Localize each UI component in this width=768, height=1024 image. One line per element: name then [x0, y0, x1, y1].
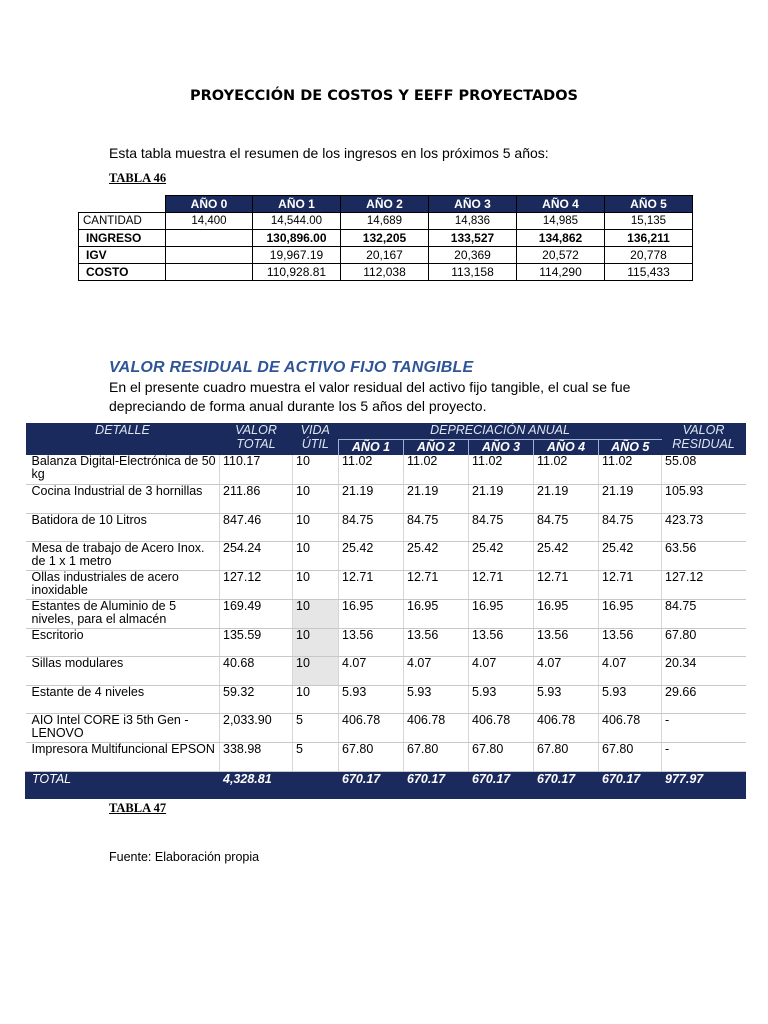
total-year: 670.17	[599, 771, 662, 799]
table-46-header-cell: AÑO 3	[429, 196, 517, 213]
table-row	[26, 484, 746, 513]
cell-detalle: Balanza Digital-Electrónica de 50 kg	[26, 455, 220, 484]
cell-detalle: Estante de 4 niveles	[26, 685, 220, 713]
intro-text: Esta tabla muestra el resumen de los ingresos en los próximos 5 años:	[109, 145, 549, 161]
cell-residual: 29.66	[662, 685, 746, 713]
cell: 133,527	[429, 230, 517, 247]
header-valor-residual: VALOR RESIDUAL	[662, 423, 746, 455]
section-description: En el presente cuadro muestra el valor residual del activo fijo tangible, el cual se fue depreciando de forma anual durante los 5 años del proyecto.	[109, 379, 631, 414]
source-note: Fuente: Elaboración propia	[109, 850, 260, 864]
cell-year: 11.02	[339, 455, 404, 484]
cell-residual: 67.80	[662, 628, 746, 656]
cell: 14,836	[429, 213, 517, 230]
cell-year: 12.71	[599, 570, 662, 599]
cell-year: 16.95	[404, 599, 469, 628]
cell-residual: -	[662, 742, 746, 771]
cell-year: 4.07	[599, 656, 662, 685]
cell-valor-total: 211.86	[220, 484, 293, 513]
cell-year: 13.56	[404, 628, 469, 656]
cell-detalle: Sillas modulares	[26, 656, 220, 685]
cell-year: 21.19	[534, 484, 599, 513]
cell-year: 21.19	[469, 484, 534, 513]
cell-valor-total: 847.46	[220, 513, 293, 541]
cell: 14,400	[166, 213, 253, 230]
cell-detalle: Mesa de trabajo de Acero Inox. de 1 x 1 metro	[26, 541, 220, 570]
cell-valor-total: 169.49	[220, 599, 293, 628]
cell: 14,544.00	[253, 213, 341, 230]
cell-vida: 5	[293, 713, 339, 742]
cell-year: 67.80	[404, 742, 469, 771]
cell-detalle: AIO Intel CORE i3 5th Gen - LENOVO	[26, 713, 220, 742]
header-vida-util: VIDA ÚTIL	[293, 423, 339, 455]
total-label: TOTAL	[26, 771, 220, 799]
cell-year: 5.93	[404, 685, 469, 713]
total-year: 670.17	[469, 771, 534, 799]
cell: 19,967.19	[253, 247, 341, 264]
cell-vida: 10	[293, 685, 339, 713]
cell: 136,211	[605, 230, 693, 247]
cell-year: 16.95	[469, 599, 534, 628]
cell-detalle: Estantes de Aluminio de 5 niveles, para el almacén	[26, 599, 220, 628]
cell-year: 16.95	[534, 599, 599, 628]
cell-year: 4.07	[339, 656, 404, 685]
cell	[166, 264, 253, 281]
cell-year: 84.75	[599, 513, 662, 541]
table-46-header-cell: AÑO 2	[341, 196, 429, 213]
cell-year: 12.71	[339, 570, 404, 599]
cell-year: 84.75	[339, 513, 404, 541]
cell: 20,778	[605, 247, 693, 264]
cell-year: 25.42	[534, 541, 599, 570]
cell-residual: 423.73	[662, 513, 746, 541]
table-46-header-row	[79, 196, 693, 213]
total-vida	[293, 771, 339, 799]
cell-year: 4.07	[534, 656, 599, 685]
cell-year: 21.19	[404, 484, 469, 513]
cell-year: 16.95	[339, 599, 404, 628]
cell-year: 13.56	[339, 628, 404, 656]
cell-vida: 10	[293, 541, 339, 570]
cell: 20,572	[517, 247, 605, 264]
cell-year: 406.78	[599, 713, 662, 742]
table-row-cantidad	[79, 213, 693, 230]
cell-valor-total: 338.98	[220, 742, 293, 771]
cell-year: 12.71	[469, 570, 534, 599]
cell-year: 13.56	[534, 628, 599, 656]
table-row	[26, 656, 746, 685]
table-row	[26, 541, 746, 570]
total-year: 670.17	[534, 771, 599, 799]
table-46-label: TABLA 46	[109, 171, 167, 185]
cell-residual: 55.08	[662, 455, 746, 484]
header-year: AÑO 2	[404, 439, 469, 455]
cell-valor-total: 40.68	[220, 656, 293, 685]
cell-year: 4.07	[404, 656, 469, 685]
income-summary-table	[78, 195, 693, 281]
cell: 134,862	[517, 230, 605, 247]
cell-year: 5.93	[534, 685, 599, 713]
table-46-header-cell: AÑO 1	[253, 196, 341, 213]
cell-year: 12.71	[404, 570, 469, 599]
cell-vida: 5	[293, 742, 339, 771]
cell-year: 16.95	[599, 599, 662, 628]
cell-year: 406.78	[339, 713, 404, 742]
cell: 20,369	[429, 247, 517, 264]
cell-valor-total: 254.24	[220, 541, 293, 570]
table-row-igv	[79, 247, 693, 264]
cell-year: 5.93	[339, 685, 404, 713]
table-row	[26, 513, 746, 541]
table-row-costo	[79, 264, 693, 281]
cell-year: 406.78	[404, 713, 469, 742]
cell-year: 4.07	[469, 656, 534, 685]
cell-residual: 63.56	[662, 541, 746, 570]
cell-year: 84.75	[469, 513, 534, 541]
cell-residual: -	[662, 713, 746, 742]
table-row	[26, 685, 746, 713]
cell-year: 11.02	[534, 455, 599, 484]
header-year: AÑO 1	[339, 439, 404, 455]
residual-value-table	[25, 423, 746, 799]
table-row	[26, 628, 746, 656]
table-46-header-cell: AÑO 5	[605, 196, 693, 213]
cell-detalle: Escritorio	[26, 628, 220, 656]
row-label: IGV	[79, 247, 166, 264]
cell-year: 11.02	[469, 455, 534, 484]
cell-valor-total: 59.32	[220, 685, 293, 713]
cell: 113,158	[429, 264, 517, 281]
cell-year: 406.78	[469, 713, 534, 742]
cell: 20,167	[341, 247, 429, 264]
cell-year: 84.75	[534, 513, 599, 541]
cell-valor-total: 110.17	[220, 455, 293, 484]
table-46-header-cell	[79, 196, 166, 213]
cell-year: 67.80	[469, 742, 534, 771]
table-47-header-row	[26, 423, 746, 439]
cell-detalle: Batidora de 10 Litros	[26, 513, 220, 541]
section-title: VALOR RESIDUAL DE ACTIVO FIJO TANGIBLE	[109, 359, 474, 376]
cell-year: 84.75	[404, 513, 469, 541]
cell-valor-total: 2,033.90	[220, 713, 293, 742]
cell-year: 21.19	[339, 484, 404, 513]
header-year: AÑO 5	[599, 439, 662, 455]
cell-year: 25.42	[339, 541, 404, 570]
cell-year: 406.78	[534, 713, 599, 742]
header-detalle: DETALLE	[26, 423, 220, 455]
header-depreciacion: DEPRECIACIÓN ANUAL	[339, 423, 662, 439]
header-valor-total: VALOR TOTAL	[220, 423, 293, 455]
cell-year: 21.19	[599, 484, 662, 513]
cell: 15,135	[605, 213, 693, 230]
cell-year: 11.02	[404, 455, 469, 484]
cell-vida: 10	[293, 484, 339, 513]
cell: 114,290	[517, 264, 605, 281]
table-total-row	[26, 771, 746, 799]
cell	[166, 247, 253, 264]
document-title: PROYECCIÓN DE COSTOS Y EEFF PROYECTADOS	[190, 88, 578, 104]
cell-year: 13.56	[599, 628, 662, 656]
total-valor: 4,328.81	[220, 771, 293, 799]
cell: 110,928.81	[253, 264, 341, 281]
table-row	[26, 455, 746, 484]
table-row-ingreso	[79, 230, 693, 247]
cell-valor-total: 135.59	[220, 628, 293, 656]
cell-detalle: Ollas industriales de acero inoxidable	[26, 570, 220, 599]
row-label: COSTO	[79, 264, 166, 281]
cell-vida: 10	[293, 656, 339, 685]
cell-vida: 10	[293, 570, 339, 599]
cell-year: 5.93	[599, 685, 662, 713]
table-46-header-cell: AÑO 0	[166, 196, 253, 213]
cell-residual: 20.34	[662, 656, 746, 685]
cell-year: 25.42	[599, 541, 662, 570]
cell-year: 25.42	[469, 541, 534, 570]
total-year: 670.17	[339, 771, 404, 799]
cell-year: 67.80	[534, 742, 599, 771]
cell-detalle: Impresora Multifuncional EPSON	[26, 742, 220, 771]
cell: 112,038	[341, 264, 429, 281]
cell-vida: 10	[293, 513, 339, 541]
cell-year: 11.02	[599, 455, 662, 484]
cell-year: 67.80	[599, 742, 662, 771]
table-row	[26, 570, 746, 599]
cell-year: 12.71	[534, 570, 599, 599]
cell	[166, 230, 253, 247]
cell: 130,896.00	[253, 230, 341, 247]
total-year: 670.17	[404, 771, 469, 799]
cell: 14,985	[517, 213, 605, 230]
row-label: CANTIDAD	[79, 213, 166, 230]
table-47-label: TABLA 47	[109, 801, 167, 815]
table-46-header-cell: AÑO 4	[517, 196, 605, 213]
total-residual: 977.97	[662, 771, 746, 799]
cell: 14,689	[341, 213, 429, 230]
cell-year: 67.80	[339, 742, 404, 771]
cell: 115,433	[605, 264, 693, 281]
cell-residual: 127.12	[662, 570, 746, 599]
cell-residual: 105.93	[662, 484, 746, 513]
cell-vida: 10	[293, 599, 339, 628]
table-row	[26, 713, 746, 742]
cell-vida: 10	[293, 455, 339, 484]
cell-residual: 84.75	[662, 599, 746, 628]
header-year: AÑO 3	[469, 439, 534, 455]
cell-detalle: Cocina Industrial de 3 hornillas	[26, 484, 220, 513]
cell: 132,205	[341, 230, 429, 247]
row-label: INGRESO	[79, 230, 166, 247]
cell-year: 5.93	[469, 685, 534, 713]
cell-year: 13.56	[469, 628, 534, 656]
cell-valor-total: 127.12	[220, 570, 293, 599]
cell-vida: 10	[293, 628, 339, 656]
cell-year: 25.42	[404, 541, 469, 570]
header-year: AÑO 4	[534, 439, 599, 455]
table-row	[26, 599, 746, 628]
table-row	[26, 742, 746, 771]
